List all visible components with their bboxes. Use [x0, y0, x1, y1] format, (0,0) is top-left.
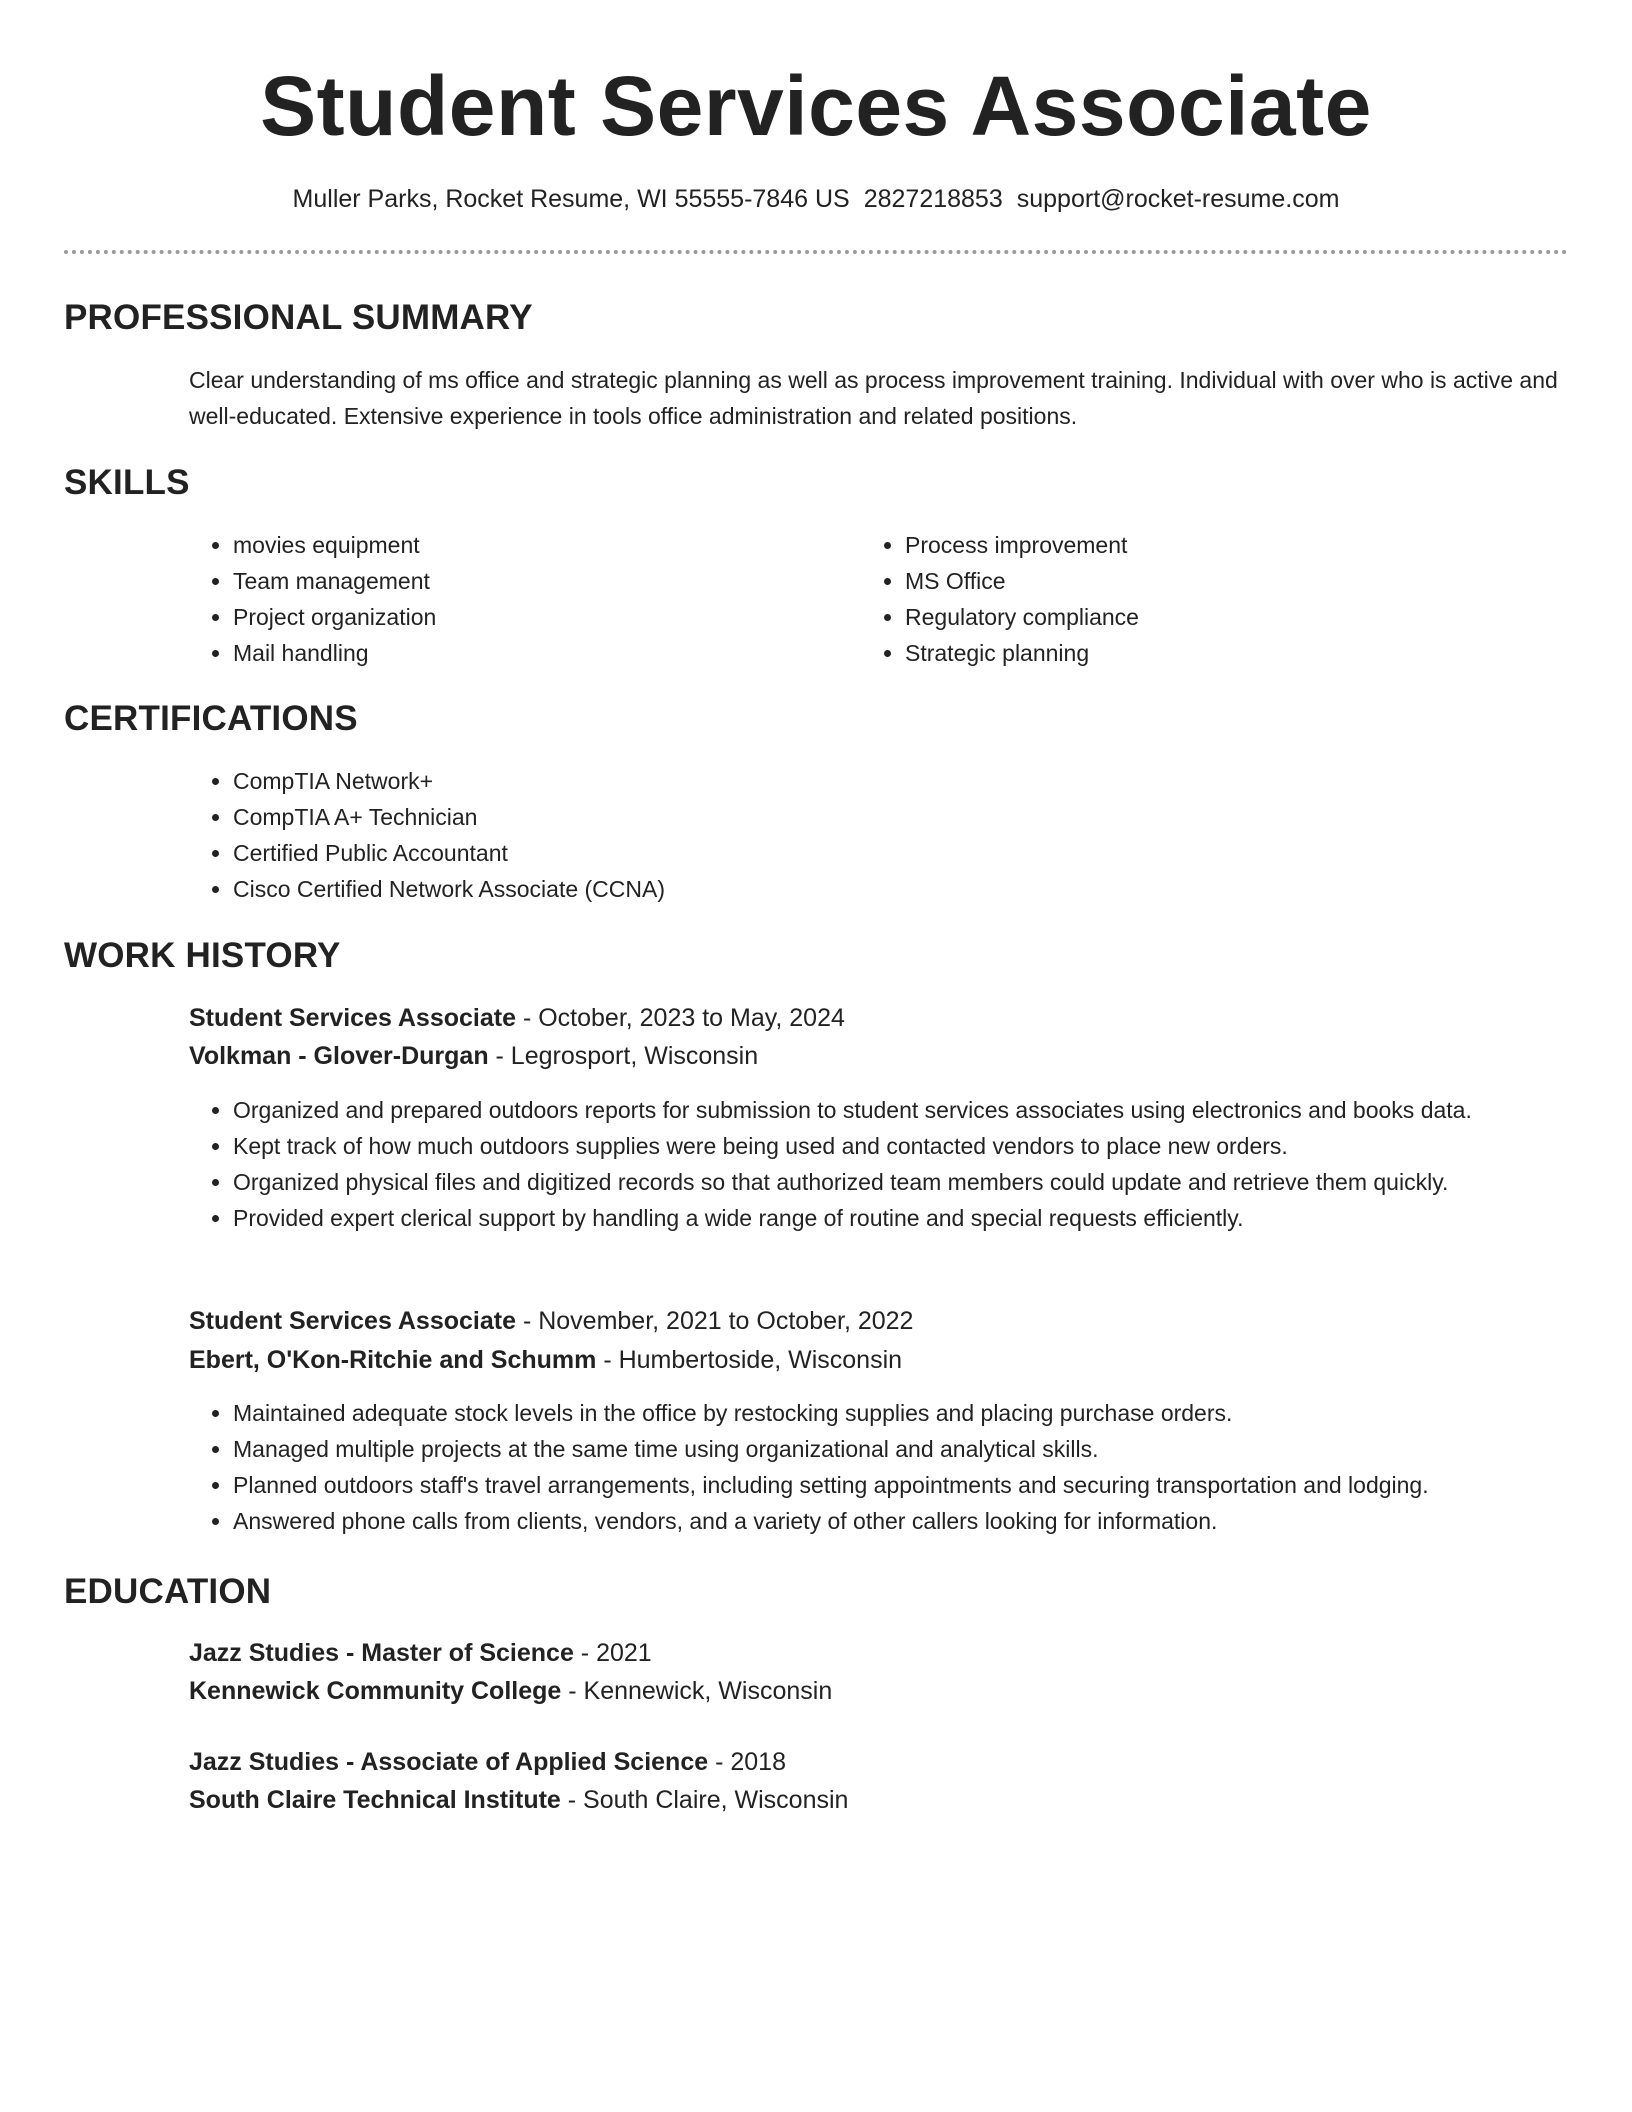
education-school: Kennewick Community College	[189, 1677, 562, 1705]
skill-item: • Team management	[233, 563, 833, 599]
certification-item: • CompTIA A+ Technician	[233, 799, 1233, 835]
job-bullet: • Organized physical files and digitized records so that authorized team members could update and retrieve them quickly.	[233, 1164, 1569, 1200]
education-year: - 2018	[708, 1748, 786, 1776]
certifications-heading: CERTIFICATIONS	[64, 699, 358, 738]
education-location: - Kennewick, Wisconsin	[561, 1677, 833, 1705]
job-company-line	[189, 1341, 1569, 1379]
contact-phone: 2827218853	[863, 185, 1003, 213]
education-location: - South Claire, Wisconsin	[560, 1786, 849, 1814]
job-title-line	[189, 999, 1569, 1037]
job-title-line	[189, 1302, 1569, 1340]
skill-item: • Process improvement	[905, 527, 1545, 563]
job-company: Volkman - Glover-Durgan	[189, 1042, 489, 1070]
header-divider	[64, 250, 1568, 254]
job-bullet: • Managed multiple projects at the same time using organizational and analytical skills.	[233, 1431, 1613, 1467]
education-degree: Jazz Studies - Associate of Applied Science	[189, 1748, 709, 1776]
skill-item: • Regulatory compliance	[905, 599, 1545, 635]
skill-item: • Project organization	[233, 599, 833, 635]
job-dates: - November, 2021 to October, 2022	[516, 1307, 914, 1335]
certification-item: • Cisco Certified Network Associate (CCNA)	[233, 871, 1233, 907]
skills-list-right	[861, 527, 1545, 671]
education-degree-line	[189, 1634, 1569, 1672]
contact-email: support@rocket-resume.com	[1016, 185, 1340, 213]
job-role: Student Services Associate	[189, 1307, 516, 1335]
job-bullet: • Kept track of how much outdoors supplies were being used and contacted vendors to place new orders.	[233, 1128, 1569, 1164]
skill-item: • Mail handling	[233, 635, 833, 671]
certifications-list	[189, 763, 1233, 907]
job-bullets	[189, 1395, 1613, 1539]
job-bullet: • Answered phone calls from clients, vendors, and a variety of other callers looking for information.	[233, 1503, 1613, 1539]
job-bullet: • Maintained adequate stock levels in the office by restocking supplies and placing purchase orders.	[233, 1395, 1613, 1431]
education-heading: EDUCATION	[64, 1572, 272, 1611]
job-dates: - October, 2023 to May, 2024	[516, 1004, 845, 1032]
job-bullet: • Organized and prepared outdoors reports for submission to student services associates using electronics and books data.	[233, 1092, 1569, 1128]
skill-item: • MS Office	[905, 563, 1545, 599]
skills-list-left	[189, 527, 833, 671]
resume-name: Student Services Associate	[260, 59, 1372, 153]
certification-item: • CompTIA Network+	[233, 763, 1233, 799]
education-degree: Jazz Studies - Master of Science	[189, 1639, 574, 1667]
skills-heading: SKILLS	[64, 463, 190, 502]
skill-item: • Strategic planning	[905, 635, 1545, 671]
education-year: - 2021	[573, 1639, 652, 1667]
certification-item: • Certified Public Accountant	[233, 835, 1233, 871]
job-company: Ebert, O'Kon-Ritchie and Schumm	[189, 1346, 597, 1374]
job-bullets	[189, 1092, 1569, 1236]
job-location: - Humbertoside, Wisconsin	[596, 1346, 903, 1374]
job-bullet: • Provided expert clerical support by handling a wide range of routine and special requests efficiently.	[233, 1200, 1569, 1236]
education-school: South Claire Technical Institute	[189, 1786, 561, 1814]
contact-line	[0, 182, 1632, 216]
skill-item: • movies equipment	[233, 527, 833, 563]
job-bullet: • Planned outdoors staff's travel arrangements, including setting appointments and securing transportation and lodging.	[233, 1467, 1613, 1503]
summary-heading: PROFESSIONAL SUMMARY	[64, 298, 533, 337]
job-role: Student Services Associate	[189, 1004, 516, 1032]
education-school-line	[189, 1781, 1569, 1819]
job-company-line	[189, 1037, 1569, 1075]
job-location: - Legrosport, Wisconsin	[488, 1042, 759, 1070]
work-heading: WORK HISTORY	[64, 936, 341, 975]
education-school-line	[189, 1672, 1569, 1710]
summary-text: Clear understanding of ms office and strategic planning as well as process improvement training. Individual with over who is active and well-educated. Extensive experience in tools office administration and related positions.	[189, 367, 1558, 429]
education-degree-line	[189, 1743, 1569, 1781]
contact-address: Muller Parks, Rocket Resume, WI 55555-7846 US	[292, 185, 850, 213]
